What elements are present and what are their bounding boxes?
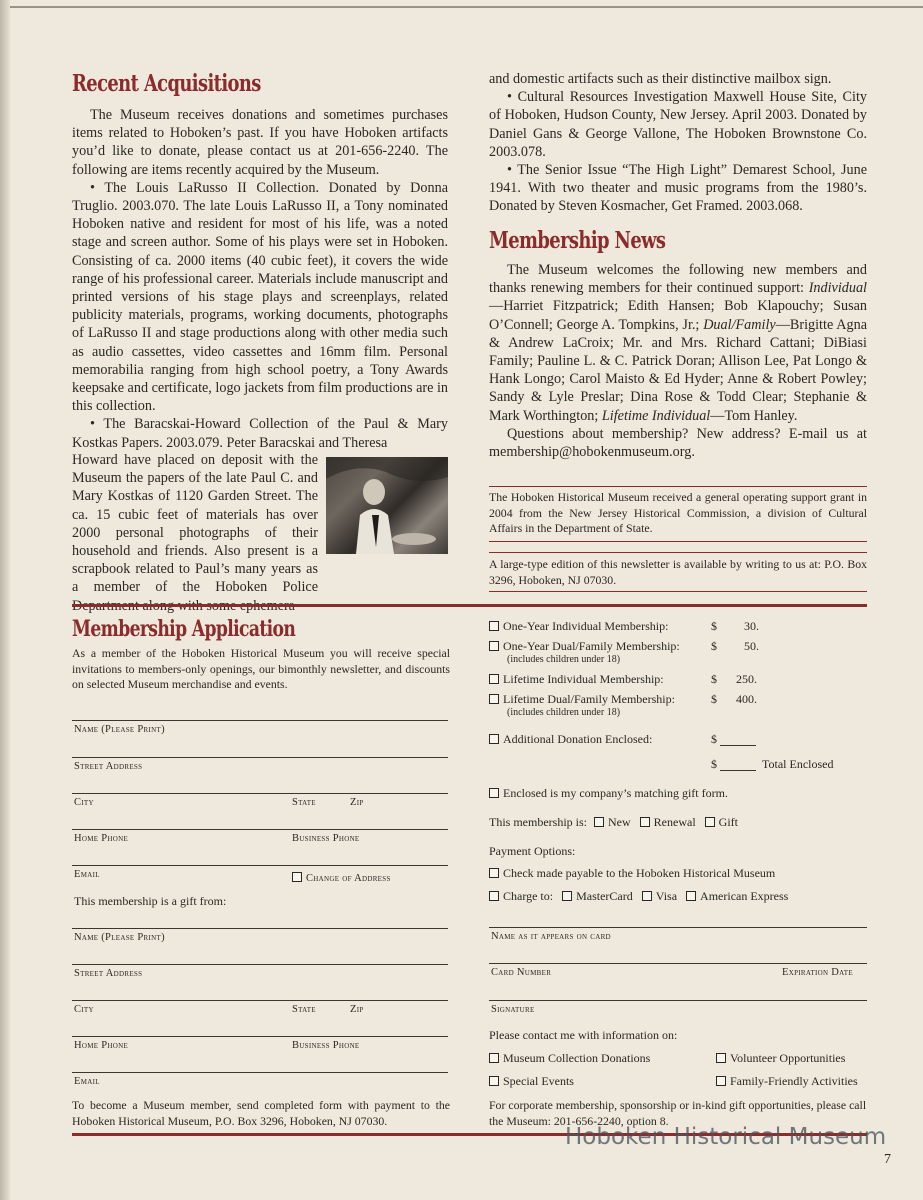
total-currency: $ (711, 757, 717, 771)
option-note: (includes children under 18) (507, 654, 621, 665)
recent-acquisitions-body (72, 106, 448, 452)
recent-acquisitions-cont (489, 70, 867, 216)
membership-news-list (489, 261, 867, 425)
contact-collection-checkbox[interactable] (489, 1053, 499, 1063)
recent-item-larusso: • The Louis LaRusso II Collection. Donated by Donna Truglio. 2003.070. The late Louis LaRusso II, a Tony nominated Hoboken native and resident for most of his life, was a noted stage and screen author. Some of his plays were set in Hoboken. Consisting of ca. 2000 items (40 cubic feet), it covers the wide range of his professional career. Materials include manuscript and printed versions of his stage plays and screenplays, related publicity materials, programs, working documents, photographs of LaRusso II and stage productions along with other media such as audio cassettes, video cassettes and 16mm film. Personal memorabilia ranging from high school poetry, a Tony Awards keepsake and certificate, logo jackets from film productions are in this collection. (72, 179, 448, 415)
charge-checkbox[interactable] (489, 891, 499, 901)
option-label: One-Year Dual/Family Membership: (503, 639, 680, 653)
charge-label: Charge to: (503, 889, 554, 903)
mastercard-label: MasterCard (576, 889, 633, 903)
dual-names: —Brigitte Agna & Andrew LaCroix; Mr. and Mrs. Richard Cattani; DiBiasi Family; Pauline L. & C. Patrick Doran; Allison Lee, Pat Longo & Hank Longo; Carol Maisto & Ed Hyder; Anne & Robert Powley; Sandy & Lyle Preslar; Dina Rose & Todd Clear; Stephanie & Mark Worthington; (489, 316, 867, 424)
membership-news-body (489, 261, 867, 461)
contact-volunteer[interactable] (716, 1051, 845, 1066)
dual-label: Dual/Family (703, 316, 776, 333)
gift-home-phone-label: Home Phone (74, 1040, 129, 1051)
option-label: Lifetime Individual Membership: (503, 672, 664, 686)
grant-rule-top (489, 486, 867, 487)
option-label: One-Year Individual Membership: (503, 619, 669, 633)
individual-label: Individual (808, 280, 868, 297)
gift-from-label: This membership is a gift from: (74, 894, 227, 908)
email-line[interactable] (72, 865, 448, 866)
recent-item-kostkas: • The Baracskai-Howard Collection of the Paul & Mary Kostkas Papers. 2003.079. Peter Baracskai and Theresa (72, 416, 448, 451)
change-address-label: Change of Address (306, 873, 391, 884)
option-checkbox[interactable] (489, 641, 499, 651)
gift-email-label: Email (74, 1076, 100, 1087)
membership-application-heading: Membership Application (72, 616, 296, 642)
contact-collection-label: Museum Collection Donations (503, 1051, 651, 1065)
large-print-notice: A large-type edition of this newsletter is available by writing to us at: P.O. Box 3296, Hoboken, NJ 07030. (489, 557, 867, 587)
option-note: (includes children under 18) (507, 707, 621, 718)
amex-label: American Express (700, 889, 789, 903)
contact-family[interactable] (716, 1074, 858, 1089)
lifetime-label: Lifetime Individual (601, 407, 711, 424)
mastercard-checkbox[interactable] (562, 891, 572, 901)
contact-collection[interactable] (489, 1051, 650, 1066)
gift-email-line[interactable] (72, 1072, 448, 1073)
zip-label: Zip (350, 797, 364, 808)
contact-family-label: Family-Friendly Activities (730, 1074, 858, 1088)
gift-state-label: State (292, 1004, 316, 1015)
membership-contact: Questions about membership? New address? E-mail us at membership@hobokenmuseum.org. (489, 425, 867, 461)
option-row-1[interactable] (489, 619, 668, 634)
renewal-label: Renewal (653, 815, 696, 829)
option-row-4[interactable] (489, 692, 675, 718)
matching-gift-row[interactable] (489, 786, 728, 801)
additional-currency: $ (711, 732, 717, 746)
corporate-note: For corporate membership, sponsorship or in-kind gift opportunities, please call the Museum: 201-656-2240, option 8. (489, 1098, 867, 1128)
recent-acquisitions-heading: Recent Acquisitions (72, 70, 261, 97)
contact-family-checkbox[interactable] (716, 1076, 726, 1086)
gift-city-line[interactable] (72, 1000, 448, 1001)
option-currency-1: $ (711, 619, 717, 633)
card-number-label: Card Number (491, 967, 552, 978)
top-border (10, 6, 923, 8)
gift-street-line[interactable] (72, 964, 448, 965)
recent-item-maxwell: • Cultural Resources Investigation Maxwell House Site, City of Hoboken, Hudson County, New Jersey. April 2003. Donated by Daniel Gans & George Vallone, The Hoboken Brownstone Co. 2003.078. (489, 89, 867, 160)
name-line[interactable] (72, 720, 448, 721)
recent-intro: The Museum receives donations and sometimes purchases items related to Hoboken’s past. If you have Hoboken artifacts you’d like to donate, please contact us at 201-656-2240. The following are items recently acquired by the Museum. (72, 107, 448, 178)
payment-options-label: Payment Options: (489, 844, 576, 858)
additional-amount-line[interactable] (720, 745, 756, 746)
individual-names: —Harriet Fitzpatrick; Edith Hansen; Bob Klapouchy; Susan O’Connell; George A. Tompkins, Jr.; (489, 298, 867, 333)
option-price-2: 50. (744, 639, 759, 653)
application-footer: To become a Museum member, send completed form with payment to the Hoboken Historical Museum, P.O. Box 3296, Hoboken, NJ 07030. (72, 1098, 450, 1128)
amex-checkbox[interactable] (686, 891, 696, 901)
option-price-1: 30. (744, 619, 759, 633)
street-line[interactable] (72, 757, 448, 758)
gift-phone-line[interactable] (72, 1036, 448, 1037)
matching-gift-label: Enclosed is my company’s matching gift form. (503, 786, 728, 800)
page-number: 7 (884, 1152, 891, 1167)
additional-donation-label: Additional Donation Enclosed: (503, 732, 653, 746)
option-checkbox[interactable] (489, 621, 499, 631)
visa-label: Visa (655, 889, 678, 903)
contact-volunteer-checkbox[interactable] (716, 1053, 726, 1063)
page-fold-shadow (0, 0, 10, 1200)
gift-name-label: Name (Please Print) (74, 932, 165, 943)
option-currency-2: $ (711, 639, 717, 653)
option-row-3[interactable] (489, 672, 664, 687)
option-price-4: 400. (736, 692, 757, 706)
street-label: Street Address (74, 761, 143, 772)
contact-events[interactable] (489, 1074, 574, 1089)
gift-checkbox[interactable] (705, 817, 715, 827)
membership-news-heading: Membership News (489, 227, 666, 254)
application-intro: As a member of the Hoboken Historical Museum you will receive special invitations to members-only openings, our bimonthly newsletter, and discounts on selected Museum merchandise and events. (72, 646, 450, 691)
contact-volunteer-label: Volunteer Opportunities (730, 1051, 846, 1065)
contact-events-checkbox[interactable] (489, 1076, 499, 1086)
option-checkbox[interactable] (489, 674, 499, 684)
check-checkbox[interactable] (489, 868, 499, 878)
large-print-rule (489, 591, 867, 592)
card-number-line[interactable] (489, 963, 867, 964)
visa-checkbox[interactable] (642, 891, 652, 901)
contact-label: Please contact me with information on: (489, 1028, 678, 1042)
grant-rule-mid (489, 541, 867, 542)
check-option[interactable] (489, 866, 775, 881)
card-name-line[interactable] (489, 927, 867, 928)
total-amount-line[interactable] (720, 770, 756, 771)
charge-row (489, 889, 788, 904)
recent-item-kostkas-wrap (72, 451, 318, 615)
watermark: Hoboken Historical Museum (565, 1124, 887, 1150)
option-label: Lifetime Dual/Family Membership: (503, 692, 675, 706)
change-address-checkbox[interactable] (292, 872, 302, 882)
home-phone-label: Home Phone (74, 833, 129, 844)
grant-notice: The Hoboken Historical Museum received a general operating support grant in 2004 from the New Jersey Historical Commission, a division of Cultural Affairs in the Department of State. (489, 490, 867, 535)
membership-is-label: This membership is: (489, 815, 587, 829)
name-label: Name (Please Print) (74, 724, 165, 735)
city-label: City (74, 797, 94, 808)
option-currency-4: $ (711, 692, 717, 706)
expiration-label: Expiration Date (782, 967, 853, 978)
option-currency-3: $ (711, 672, 717, 686)
news-intro: The Museum welcomes the following new members and thanks renewing members for their continued support: (489, 262, 867, 297)
gift-city-label: City (74, 1004, 94, 1015)
city-line[interactable] (72, 793, 448, 794)
gift-business-phone-label: Business Phone (292, 1040, 360, 1051)
signature-line[interactable] (489, 1000, 867, 1001)
option-row-2[interactable] (489, 639, 680, 665)
recent-item-kostkas-end: and domestic artifacts such as their distinctive mailbox sign. (489, 71, 832, 87)
gift-zip-label: Zip (350, 1004, 364, 1015)
photo-figure-icon (326, 457, 448, 554)
membership-type-row (489, 815, 738, 830)
matching-gift-checkbox[interactable] (489, 788, 499, 798)
gift-name-line[interactable] (72, 928, 448, 929)
section-divider (72, 604, 867, 607)
renewal-checkbox[interactable] (640, 817, 650, 827)
gift-street-label: Street Address (74, 968, 143, 979)
business-phone-label: Business Phone (292, 833, 360, 844)
check-label: Check made payable to the Hoboken Historical Museum (503, 866, 776, 880)
total-enclosed-label: Total Enclosed (762, 757, 834, 771)
phone-line[interactable] (72, 829, 448, 830)
grant-rule-mid2 (489, 552, 867, 553)
gift-label: Gift (718, 815, 738, 829)
option-checkbox[interactable] (489, 694, 499, 704)
signature-label: Signature (491, 1004, 535, 1015)
new-checkbox[interactable] (594, 817, 604, 827)
option-price-3: 250. (736, 672, 757, 686)
email-label: Email (74, 869, 100, 880)
change-address-option[interactable] (292, 868, 391, 886)
lifetime-names: —Tom Hanley. (710, 407, 798, 424)
card-name-label: Name as it appears on card (491, 931, 611, 942)
recent-item-kostkas-cont: Howard have placed on deposit with the Museum the papers of the late Paul C. and Mary Kostkas of 1120 Garden Street. The ca. 15 cubic feet of materials has over 2000 personal photographs of their household and friends. Also present is a scrapbook related to Paul’s many years as a member of the Hoboken Police (72, 452, 318, 596)
state-label: State (292, 797, 316, 808)
contact-events-label: Special Events (503, 1074, 574, 1088)
kostkas-photo (326, 457, 448, 554)
new-label: New (608, 815, 631, 829)
recent-item-demarest: • The Senior Issue “The High Light” Demarest School, June 1941. With two theater and music programs from the 1980’s. Donated by Steven Kosmacher, Get Framed. 2003.068. (489, 162, 867, 215)
additional-donation-checkbox[interactable] (489, 734, 499, 744)
additional-donation-row[interactable] (489, 732, 652, 747)
